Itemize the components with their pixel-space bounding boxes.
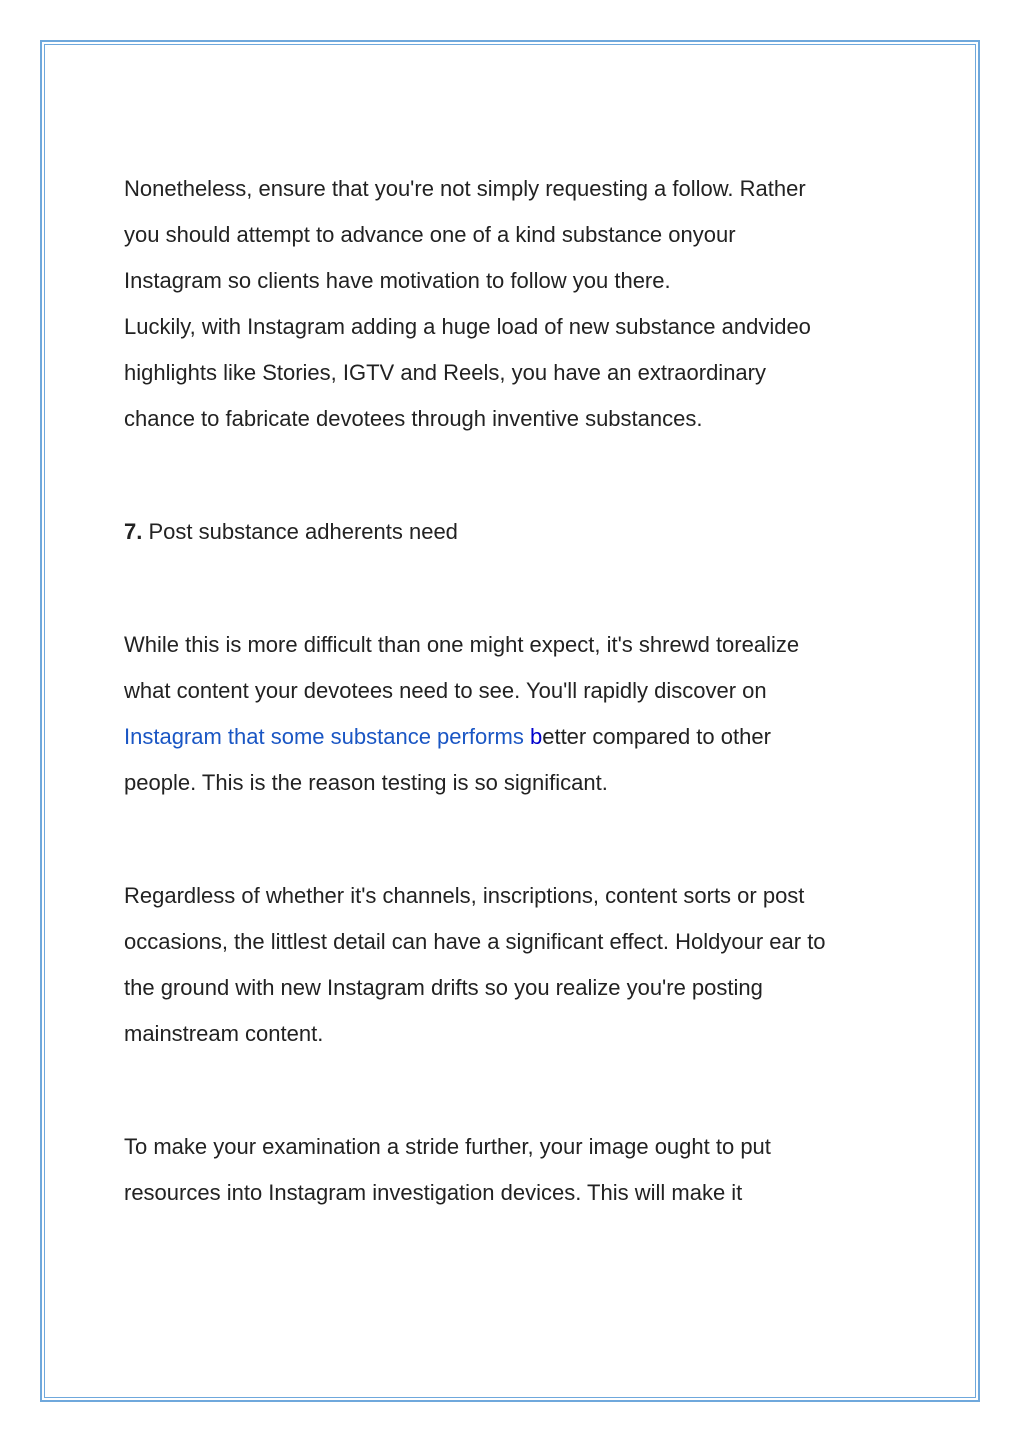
- line-rest: etter compared to other: [542, 724, 771, 749]
- paragraph-line: [124, 723, 771, 751]
- paragraph-line: resources into Instagram investigation devices. This will make it: [124, 1180, 743, 1205]
- paragraph-line: mainstream content.: [124, 1021, 324, 1046]
- paragraph-line: occasions, the littlest detail can have a significant effect. Holdyour ear to: [124, 929, 826, 954]
- paragraph-line: Instagram so clients have motivation to follow you there.: [124, 268, 671, 293]
- paragraph-line: the ground with new Instagram drifts so you realize you're posting: [124, 975, 763, 1000]
- link-letter[interactable]: b: [529, 724, 543, 749]
- paragraph-line: To make your examination a stride further, your image ought to put: [124, 1134, 771, 1159]
- paragraph-line: people. This is the reason testing is so significant.: [124, 770, 608, 795]
- heading-number: 7.: [124, 519, 143, 544]
- heading-text: Post substance adherents need: [142, 519, 458, 544]
- paragraph-line: Luckily, with Instagram adding a huge load of new substance andvideo: [124, 314, 811, 339]
- paragraph-line: highlights like Stories, IGTV and Reels, you have an extraordinary: [124, 360, 766, 385]
- paragraph-line: While this is more difficult than one might expect, it's shrewd torealize: [124, 632, 800, 657]
- paragraph-line: Nonetheless, ensure that you're not simply requesting a follow. Rather: [124, 176, 806, 201]
- paragraph-line: you should attempt to advance one of a kind substance onyour: [124, 222, 736, 247]
- instagram-link[interactable]: Instagram that some substance performs: [124, 724, 530, 749]
- paragraph-line: what content your devotees need to see. You'll rapidly discover on: [124, 678, 767, 703]
- paragraph-line: chance to fabricate devotees through inventive substances.: [124, 406, 703, 431]
- paragraph-line: Regardless of whether it's channels, inscriptions, content sorts or post: [124, 883, 805, 908]
- section-heading: [124, 518, 458, 546]
